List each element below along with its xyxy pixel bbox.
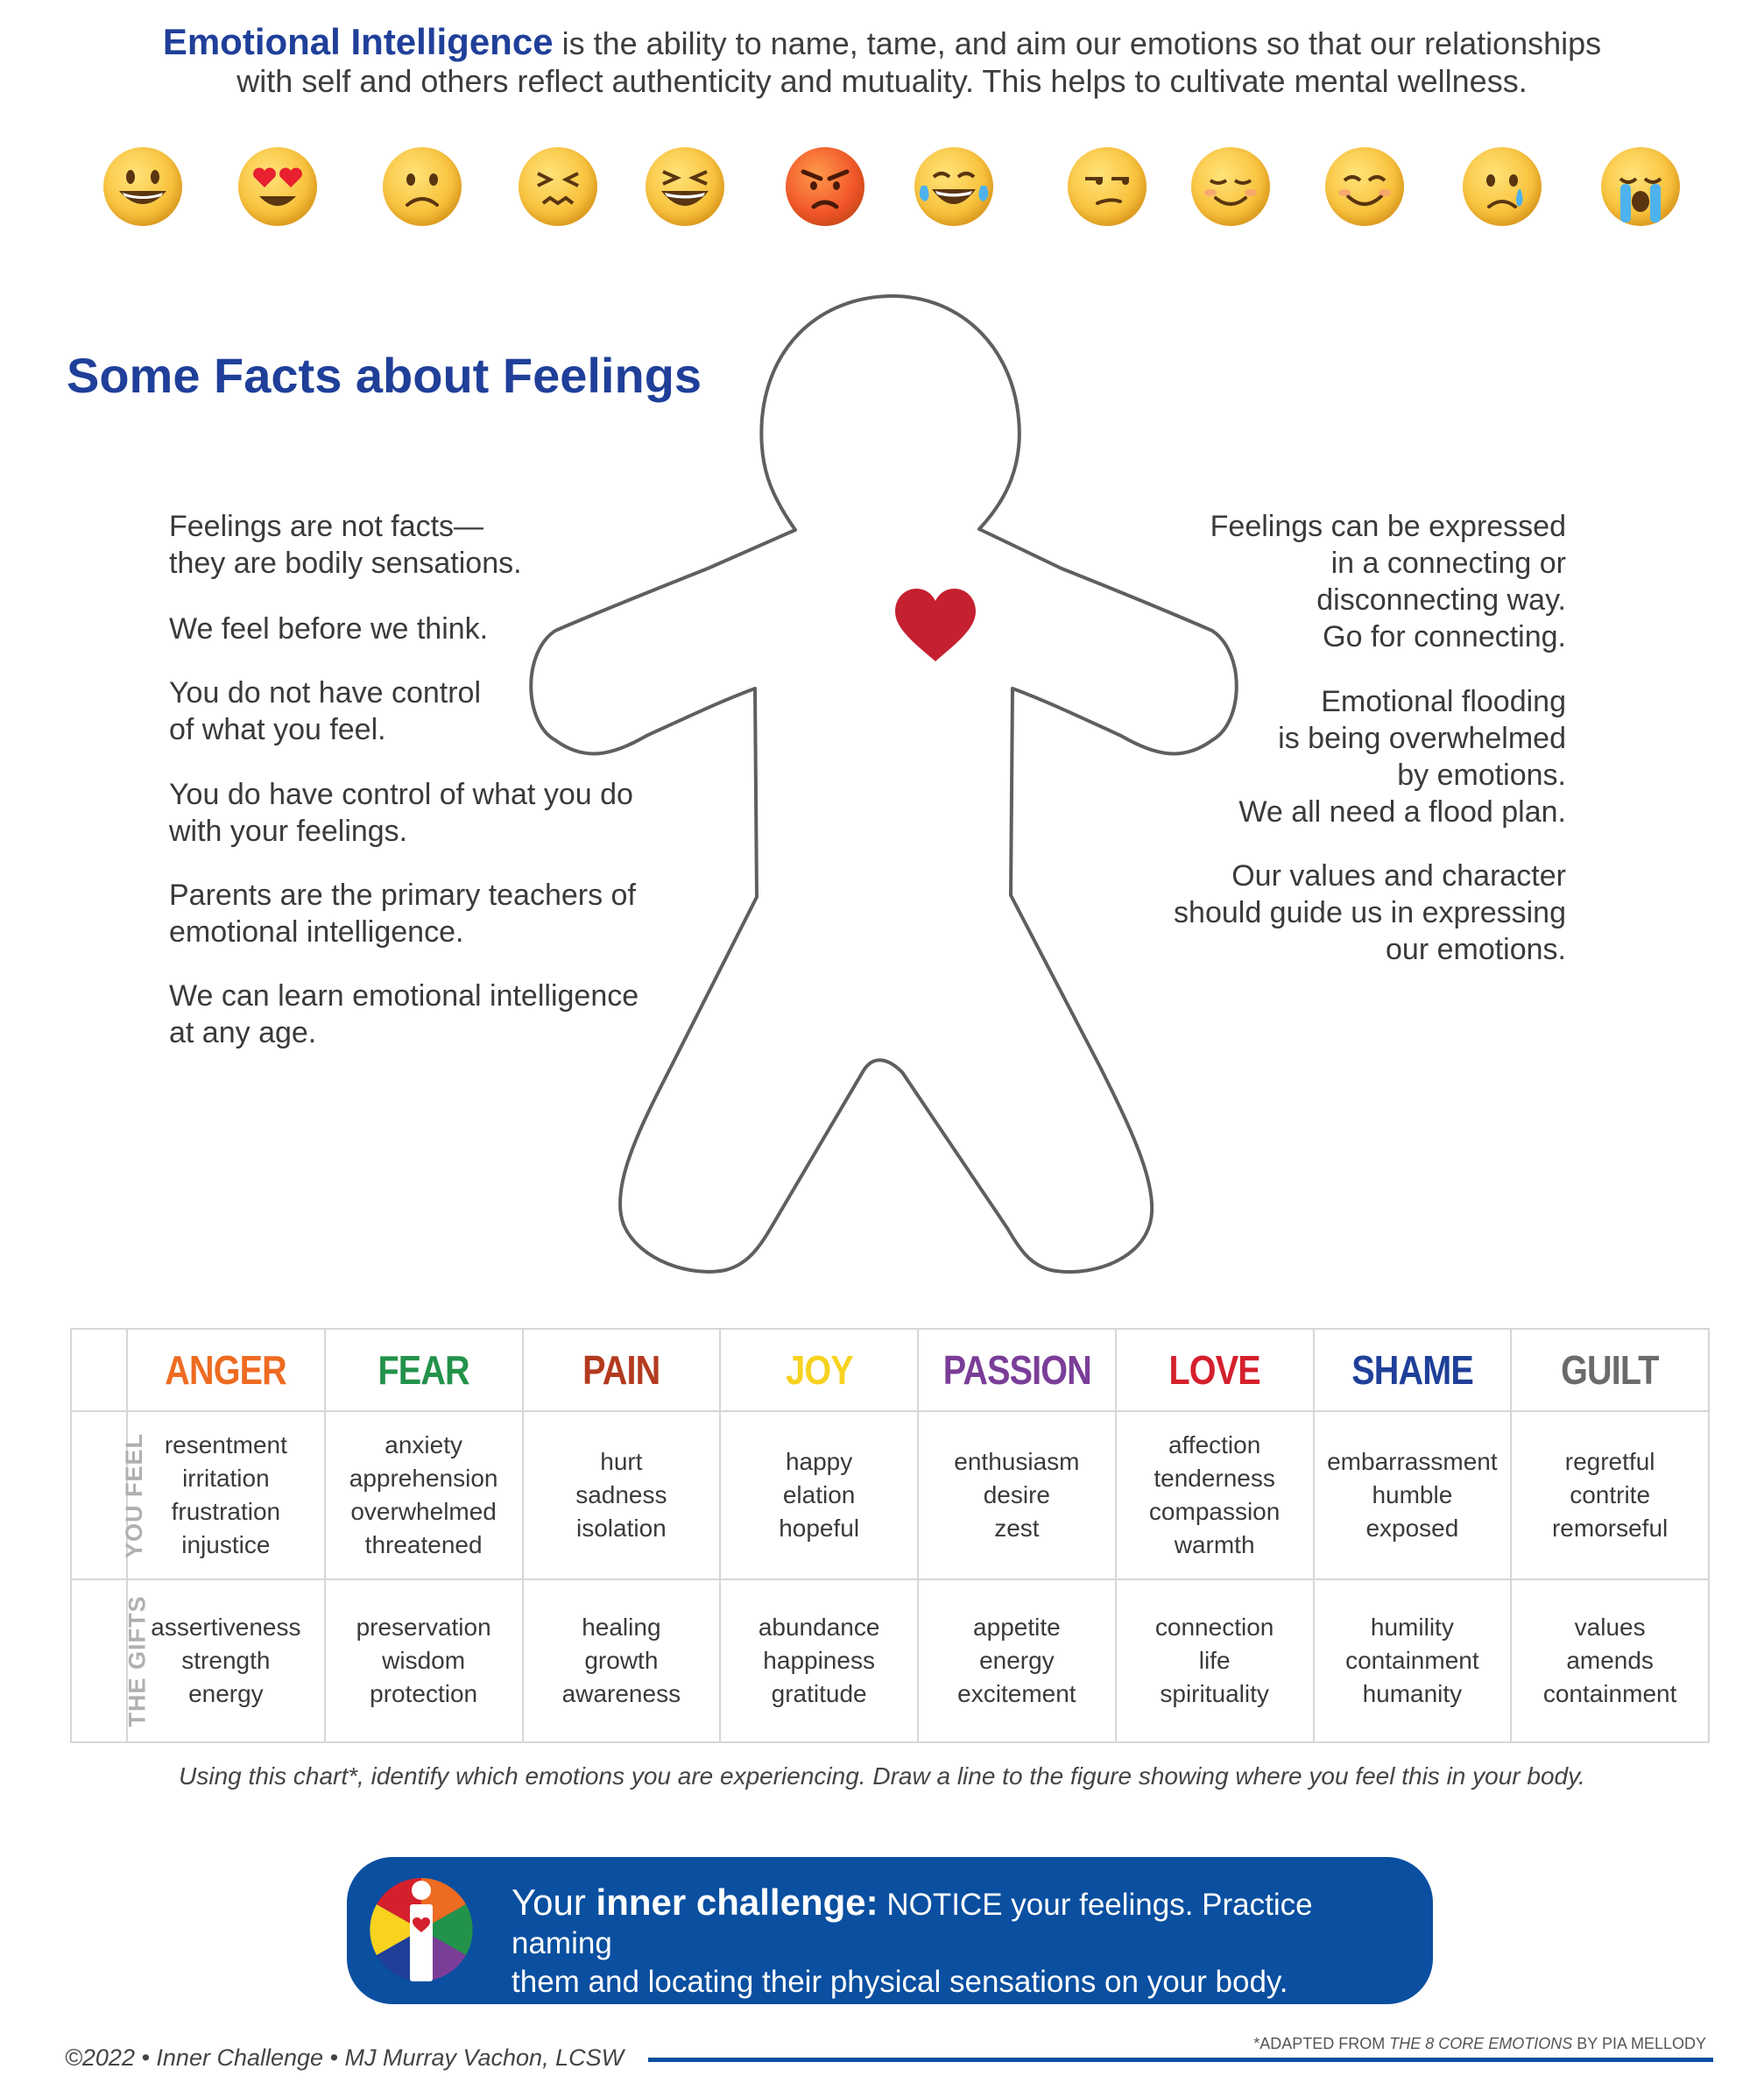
facts-title: Some Facts about Feelings <box>67 348 702 403</box>
feeling-word: threatened <box>364 1531 483 1558</box>
emotion-header-shame <box>1314 1329 1512 1411</box>
instructions-text: Using this chart*, identify which emotions you are experiencing. Draw a line to the figure showing where you feel this in your body. <box>179 1762 1585 1790</box>
fact-left-1: Feelings are not facts— they are bodily sensations. <box>169 510 522 580</box>
gift-word: awareness <box>561 1680 681 1707</box>
emotion-name: SHAME <box>1351 1347 1473 1393</box>
feeling-word: warmth <box>1174 1531 1255 1558</box>
emotion-name: LOVE <box>1168 1347 1260 1393</box>
you-feel-label-cell <box>71 1411 148 1579</box>
unamused-face-icon <box>1068 147 1147 226</box>
table-header-row <box>71 1329 1709 1411</box>
gift-word: appetite <box>973 1613 1061 1641</box>
you-feel-cell-pain <box>523 1411 721 1579</box>
gifts-cell-pain <box>523 1579 721 1742</box>
copyright-footer: ©2022 • Inner Challenge • MJ Murray Vachon, LCSW <box>65 2044 624 2071</box>
gift-word: excitement <box>957 1680 1076 1707</box>
emotion-header-fear <box>325 1329 523 1411</box>
feeling-word: enthusiasm <box>954 1448 1080 1475</box>
feeling-word: anxiety <box>385 1431 462 1458</box>
crying-face-icon <box>1463 147 1542 226</box>
feeling-word: isolation <box>576 1515 667 1542</box>
fact-left-4: You do have control of what you do with your feelings. <box>169 778 633 848</box>
inner-challenge-text: Your inner challenge: NOTICE your feelings. Practice naming them and locating their physical sensations on your body. <box>512 1882 1313 1999</box>
emotion-name: JOY <box>785 1347 853 1393</box>
feeling-word: elation <box>782 1481 856 1508</box>
gift-word: spirituality <box>1160 1680 1269 1707</box>
feeling-word: sadness <box>575 1481 667 1508</box>
fact-right-3: Our values and character should guide us in expressing our emotions. <box>1174 859 1566 966</box>
feeling-word: humble <box>1372 1481 1453 1508</box>
gift-word: gratitude <box>771 1680 867 1707</box>
smiling-face-icon <box>1325 147 1404 226</box>
fact-left-6: We can learn emotional intelligence at any age. <box>169 979 639 1049</box>
gift-word: containment <box>1345 1647 1479 1674</box>
you-feel-cell-fear <box>325 1411 523 1579</box>
emotion-name: PAIN <box>582 1347 660 1393</box>
fact-right-2: Emotional flooding is being overwhelmed by emotions. We all need a flood plan. <box>1238 685 1566 829</box>
source-credit: *ADAPTED FROM THE 8 CORE EMOTIONS BY PIA MELLODY <box>1253 2035 1706 2052</box>
loudly-crying-face-icon <box>1601 147 1680 226</box>
emotion-name: PASSION <box>942 1347 1091 1393</box>
intro-line1: is the ability to name, tame, and aim our emotions so that our relationships <box>553 25 1602 61</box>
gifts-cell-shame <box>1314 1579 1512 1742</box>
gift-word: happiness <box>763 1647 875 1674</box>
emotion-name: ANGER <box>165 1347 287 1393</box>
feeling-word: happy <box>785 1448 853 1475</box>
relieved-smiling-face-icon <box>1191 147 1270 226</box>
feeling-word: embarrassment <box>1327 1448 1498 1475</box>
grinning-face-icon <box>103 147 182 226</box>
feeling-word: frustration <box>171 1498 281 1525</box>
feeling-word: zest <box>994 1515 1040 1542</box>
gift-word: protection <box>370 1680 478 1707</box>
emotion-header-joy <box>720 1329 918 1411</box>
tears-of-joy-face-icon <box>914 147 993 226</box>
intro-lead: Emotional Intelligence <box>162 21 554 62</box>
emotion-header-love <box>1116 1329 1314 1411</box>
gift-word: growth <box>584 1647 659 1674</box>
the-gifts-label-cell <box>71 1579 151 1742</box>
inner-challenge-banner <box>347 1857 1433 2004</box>
you-feel-cell-anger <box>127 1411 325 1579</box>
emotion-name: FEAR <box>377 1347 469 1393</box>
feeling-word: injustice <box>181 1531 271 1558</box>
gift-word: connection <box>1154 1613 1274 1641</box>
feeling-word: regretful <box>1564 1448 1655 1475</box>
intro-line2: with self and others reflect authenticity and mutuality. This helps to cultivate mental wellness. <box>236 63 1528 99</box>
gift-word: amends <box>1566 1647 1654 1674</box>
gift-word: containment <box>1542 1680 1677 1707</box>
feeling-word: contrite <box>1570 1481 1651 1508</box>
emotion-name: GUILT <box>1561 1347 1659 1393</box>
feeling-word: resentment <box>164 1431 287 1458</box>
table-corner-cell <box>71 1329 127 1411</box>
fact-left-2: We feel before we think. <box>169 612 489 646</box>
the-gifts-row <box>71 1579 1709 1742</box>
confounded-face-icon <box>519 147 597 226</box>
feeling-word: affection <box>1168 1431 1261 1458</box>
feeling-word: compassion <box>1148 1498 1281 1525</box>
gift-word: wisdom <box>382 1647 466 1674</box>
footer-rule <box>648 2058 1713 2062</box>
gift-word: abundance <box>758 1613 880 1641</box>
gift-word: energy <box>979 1647 1055 1674</box>
gift-word: humanity <box>1362 1680 1463 1707</box>
emotion-header-pain <box>523 1329 721 1411</box>
gifts-cell-anger <box>127 1579 325 1742</box>
you-feel-cell-joy <box>720 1411 918 1579</box>
you-feel-row <box>71 1411 1709 1579</box>
you-feel-cell-shame <box>1314 1411 1512 1579</box>
gifts-cell-passion <box>918 1579 1116 1742</box>
feeling-word: irritation <box>182 1465 270 1492</box>
emotion-header-guilt <box>1511 1329 1709 1411</box>
feeling-word: apprehension <box>349 1465 498 1492</box>
gift-word: values <box>1574 1613 1646 1641</box>
gift-word: preservation <box>356 1613 491 1641</box>
gift-word: energy <box>188 1680 264 1707</box>
emotion-header-passion <box>918 1329 1116 1411</box>
laughing-squinting-face-icon <box>646 147 724 226</box>
gift-word: assertiveness <box>151 1613 301 1641</box>
feeling-word: remorseful <box>1551 1515 1669 1542</box>
heart-eyes-face-icon <box>238 147 317 226</box>
you-feel-cell-guilt <box>1511 1411 1709 1579</box>
gift-word: humility <box>1370 1613 1454 1641</box>
fact-left-3: You do not have control of what you feel. <box>169 676 482 746</box>
inner-challenge-logo-icon <box>368 1876 475 1983</box>
you-feel-label: YOU FEEL <box>121 1432 148 1558</box>
fact-right-1: Feelings can be expressed in a connecting or disconnecting way. Go for connecting. <box>1210 510 1566 653</box>
gifts-cell-love <box>1116 1579 1314 1742</box>
angry-face-icon <box>786 147 864 226</box>
emotions-table <box>70 1328 1710 1743</box>
feeling-word: hurt <box>600 1448 643 1475</box>
you-feel-cell-passion <box>918 1411 1116 1579</box>
feeling-word: tenderness <box>1154 1465 1275 1492</box>
gift-word: strength <box>181 1647 271 1674</box>
feeling-word: hopeful <box>779 1515 860 1542</box>
gifts-cell-joy <box>720 1579 918 1742</box>
feeling-word: desire <box>983 1481 1050 1508</box>
intro-text <box>131 23 1633 100</box>
emotion-header-anger <box>127 1329 325 1411</box>
frowning-face-icon <box>383 147 462 226</box>
fact-left-5: Parents are the primary teachers of emotional intelligence. <box>169 879 636 949</box>
gift-word: life <box>1198 1647 1231 1674</box>
gifts-cell-guilt <box>1511 1579 1709 1742</box>
feeling-word: exposed <box>1365 1515 1459 1542</box>
the-gifts-label: THE GIFTS <box>123 1595 151 1726</box>
feeling-word: overwhelmed <box>350 1498 497 1525</box>
you-feel-cell-love <box>1116 1411 1314 1579</box>
gifts-cell-fear <box>325 1579 523 1742</box>
gift-word: healing <box>582 1613 661 1641</box>
